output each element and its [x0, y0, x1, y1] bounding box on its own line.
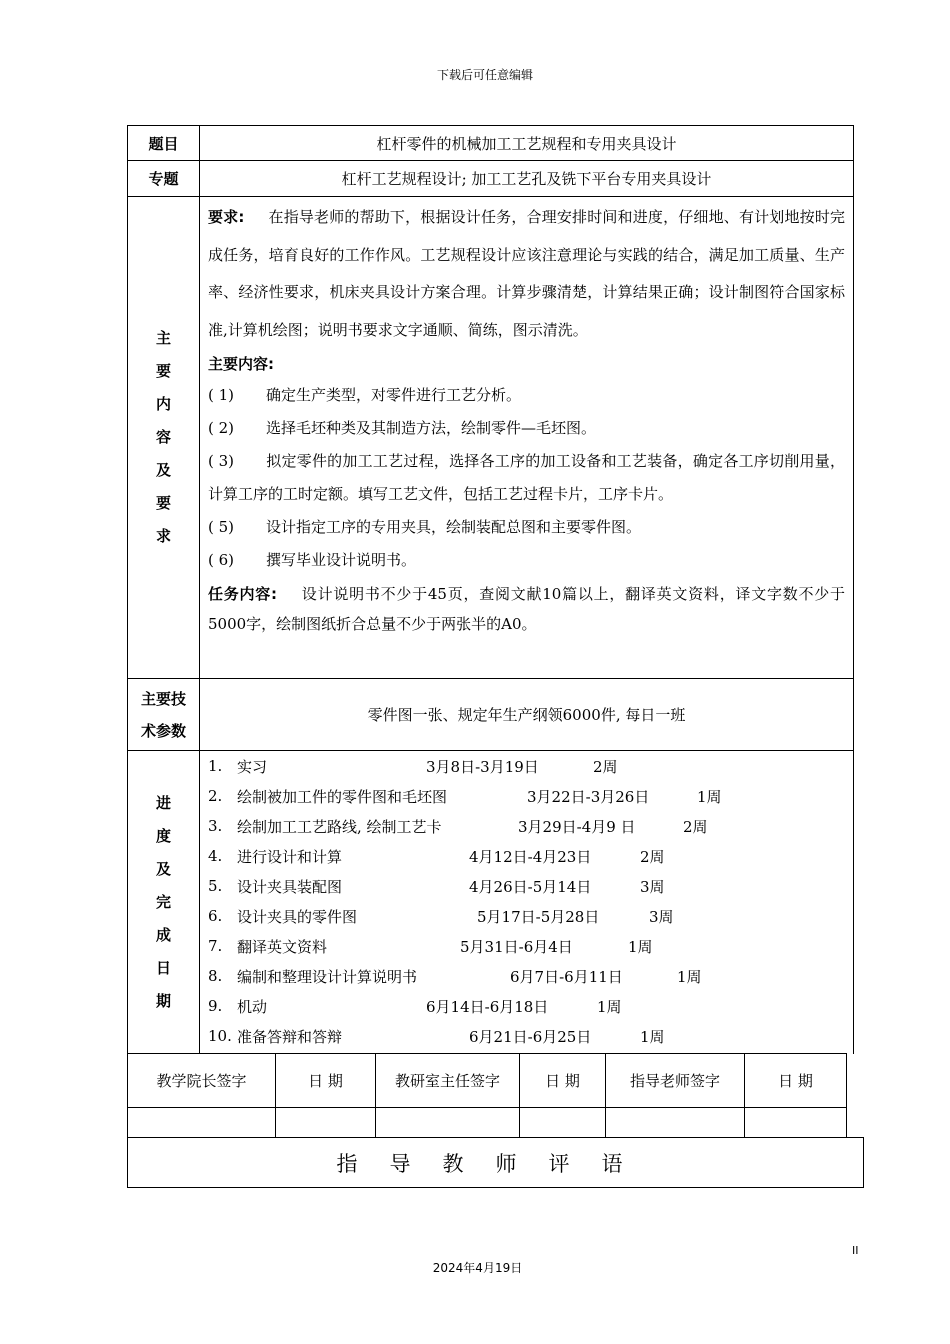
content-items-list: [200, 379, 853, 577]
schedule-item-duration: 1周: [640, 1027, 665, 1046]
schedule-item-task: 实习: [237, 757, 268, 776]
task-paragraph: [200, 577, 853, 639]
dean-signature-field: [128, 1108, 276, 1138]
schedule-label-char: 完: [155, 893, 171, 911]
schedule-item: [200, 1021, 853, 1051]
schedule-label-char: 及: [155, 860, 171, 878]
content-item-text: 确定生产类型，对零件进行工艺分析。: [266, 386, 522, 404]
office-head-signature-label: 教研室主任签字: [376, 1054, 520, 1108]
schedule-item-number: 6.: [208, 907, 223, 925]
schedule-item-number: 4.: [208, 847, 223, 865]
content-item: [200, 445, 853, 511]
task-form-table: [127, 125, 854, 1054]
main-label-char: 及: [155, 461, 171, 479]
content-item-number: ( 2): [208, 419, 235, 437]
schedule-label: [128, 751, 200, 1054]
signature-table: [127, 1053, 847, 1138]
header-note: 下载后可任意编辑: [436, 68, 533, 82]
main-label-char: 要: [155, 362, 171, 380]
schedule-item-task: 设计夹具装配图: [237, 877, 343, 896]
schedule-item: [200, 841, 853, 871]
schedule-list: [200, 751, 853, 1054]
topic-value: 杠杆工艺规程设计; 加工工艺孔及铣下平台专用夹具设计: [341, 170, 712, 188]
schedule-item: [200, 811, 853, 841]
schedule-item-dates: 5月31日-6月4日: [460, 937, 573, 956]
tech-params-value: 零件图一张、规定年生产纲领6000件, 每日一班: [367, 706, 686, 724]
content-item: [200, 379, 853, 412]
schedule-item-dates: 6月7日-6月11日: [510, 967, 623, 986]
schedule-item-duration: 2周: [683, 817, 708, 836]
schedule-item: [200, 931, 853, 961]
date-label-1: 日 期: [276, 1054, 376, 1108]
task-text: 设计说明书不少于45页，查阅文献10篇以上，翻译英文资料，译文字数不少于5000字，绘制图纸折合总量不少于两张半的A0。: [208, 585, 846, 633]
content-item-text: 选择毛坯种类及其制造方法，绘制零件—毛坯图。: [266, 419, 597, 437]
schedule-item-number: 2.: [208, 787, 223, 805]
schedule-item-dates: 3月29日-4月9 日: [518, 817, 636, 836]
content-item-text: 撰写毕业设计说明书。: [266, 551, 417, 569]
main-content-label: [128, 197, 200, 678]
content-item-number: ( 6): [208, 551, 235, 569]
schedule-item-task: 进行设计和计算: [237, 847, 343, 866]
schedule-item-dates: 4月26日-5月14日: [469, 877, 592, 896]
advisor-signature-label: 指导老师签字: [606, 1054, 745, 1108]
date-field-1: [276, 1108, 376, 1138]
date-label-3: 日 期: [745, 1054, 847, 1108]
main-label-char: 求: [155, 527, 171, 545]
schedule-label-char: 成: [155, 926, 171, 944]
schedule-item-number: 9.: [208, 997, 223, 1015]
schedule-item-duration: 3周: [640, 877, 665, 896]
schedule-item-number: 10.: [208, 1027, 232, 1045]
schedule-label-char: 期: [155, 992, 171, 1010]
schedule-item-task: 绘制被加工件的零件图和毛坯图: [237, 787, 448, 806]
schedule-item-task: 设计夹具的零件图: [237, 907, 358, 926]
office-head-signature-field: [376, 1108, 520, 1138]
main-content-heading: 主要内容:: [208, 355, 274, 373]
content-item-text: 设计指定工序的专用夹具，绘制装配总图和主要零件图。: [266, 518, 642, 536]
requirements-label: 要求:: [208, 208, 245, 226]
schedule-item-number: 8.: [208, 967, 223, 985]
schedule-label-char: 度: [155, 827, 171, 845]
schedule-item-duration: 1周: [697, 787, 722, 806]
schedule-item-duration: 3周: [649, 907, 674, 926]
schedule-item: [200, 751, 853, 781]
schedule-label-char: 日: [155, 959, 171, 977]
title-label: 题目: [128, 126, 200, 160]
tech-label-line2: 术参数: [140, 721, 186, 740]
content-item-text: 拟定零件的加工工艺过程，选择各工序的加工设备和工艺装备，确定各工序切削用量，计算工序的工时定额。填写工艺文件，包括工艺过程卡片，工序卡片。: [208, 452, 845, 503]
schedule-item-duration: 2周: [593, 757, 618, 776]
requirements-paragraph: [200, 199, 853, 349]
main-content-body: [200, 197, 853, 678]
content-item: [200, 544, 853, 577]
schedule-item: [200, 991, 853, 1021]
content-item: [200, 412, 853, 445]
advisor-comment-heading: 指导教师评语: [127, 1137, 864, 1188]
tech-label-line1: 主要技: [140, 689, 186, 708]
main-label-char: 内: [155, 395, 171, 413]
schedule-item: [200, 871, 853, 901]
tech-params-row: [127, 678, 854, 750]
schedule-label-char: 进: [155, 794, 171, 812]
main-label-char: 要: [155, 494, 171, 512]
schedule-item-task: 绘制加工工艺路线, 绘制工艺卡: [237, 817, 442, 836]
footer-date: 2024年4月19日: [432, 1261, 523, 1275]
schedule-item: [200, 901, 853, 931]
schedule-item-task: 机动: [237, 997, 268, 1016]
schedule-item-number: 5.: [208, 877, 223, 895]
content-item: [200, 511, 853, 544]
content-item-number: ( 3): [208, 452, 235, 470]
schedule-item-task: 编制和整理设计计算说明书: [237, 967, 418, 986]
date-label-2: 日 期: [520, 1054, 606, 1108]
title-row: [127, 125, 854, 160]
schedule-item-task: 翻译英文资料: [237, 937, 328, 956]
schedule-item-dates: 3月8日-3月19日: [426, 757, 539, 776]
topic-row: [127, 160, 854, 196]
schedule-item-dates: 3月22日-3月26日: [527, 787, 650, 806]
schedule-item-duration: 1周: [597, 997, 622, 1016]
main-content-row: [127, 196, 854, 678]
content-item-number: ( 1): [208, 386, 235, 404]
task-label: 任务内容:: [208, 585, 278, 603]
main-label-char: 容: [155, 428, 171, 446]
schedule-item-duration: 2周: [640, 847, 665, 866]
topic-label: 专题: [128, 161, 200, 196]
schedule-item-number: 1.: [208, 757, 223, 775]
requirements-text: 在指导老师的帮助下，根据设计任务，合理安排时间和进度，仔细地、有计划地按时完成任务，培育良好的工作作风。工艺规程设计应该注意理论与实践的结合，满足加工质量、生产率、经济性要求，机床夹具设计方案合理。计算步骤清楚，计算结果正确；设计制图符合国家标准,计算机绘图；说明书要求文字通顺、简练，图示清洗。: [208, 208, 845, 339]
schedule-item-number: 3.: [208, 817, 223, 835]
advisor-signature-field: [606, 1108, 745, 1138]
dean-signature-label: 教学院长签字: [128, 1054, 276, 1108]
date-field-2: [520, 1108, 606, 1138]
tech-params-label: [128, 679, 200, 750]
schedule-row: [127, 750, 854, 1054]
schedule-item-dates: 5月17日-5月28日: [477, 907, 600, 926]
page-number: II: [852, 1244, 859, 1257]
schedule-item-dates: 6月14日-6月18日: [426, 997, 549, 1016]
schedule-item-duration: 1周: [628, 937, 653, 956]
title-value: 杠杆零件的机械加工工艺规程和专用夹具设计: [376, 134, 677, 153]
schedule-item-number: 7.: [208, 937, 223, 955]
schedule-item: [200, 781, 853, 811]
main-label-char: 主: [155, 329, 171, 347]
date-field-3: [745, 1108, 847, 1138]
schedule-item-dates: 4月12日-4月23日: [469, 847, 592, 866]
schedule-item-dates: 6月21日-6月25日: [469, 1027, 592, 1046]
schedule-item-duration: 1周: [677, 967, 702, 986]
content-item-number: ( 5): [208, 518, 235, 536]
schedule-item-task: 准备答辩和答辩: [237, 1027, 343, 1046]
schedule-item: [200, 961, 853, 991]
